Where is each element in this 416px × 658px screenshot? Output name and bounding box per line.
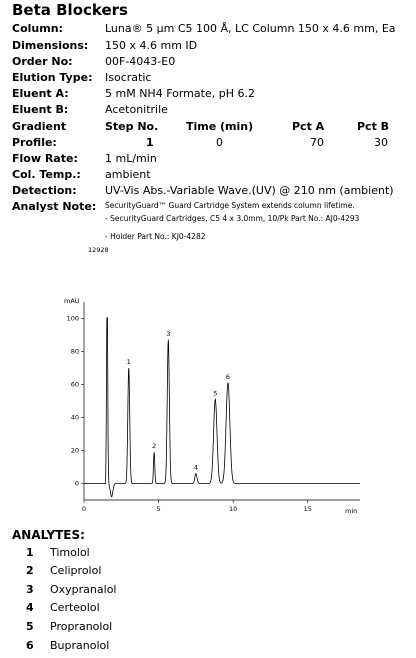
meta-value: Acetonitrile xyxy=(105,103,168,116)
peak-label: 5 xyxy=(213,389,218,398)
x-axis-label: min xyxy=(345,507,358,515)
x-tick-label: 15 xyxy=(303,505,312,513)
meta-value: Isocratic xyxy=(105,71,152,84)
meta-label: Elution Type: xyxy=(12,71,93,84)
peak-label: 4 xyxy=(193,463,198,472)
analyte-number: 2 xyxy=(26,564,34,577)
analyte-name: Bupranolol xyxy=(50,639,110,652)
meta-label: Col. Temp.: xyxy=(12,168,81,181)
analyst-note-line: - SecurityGuard Cartridges, C5 4 x 3.0mm, 10/Pk Part No.: AJ0-4293 xyxy=(105,214,360,223)
gradient-cell-time: 0 xyxy=(216,136,223,149)
meta-value: Luna® 5 µm C5 100 Å, LC Column 150 x 4.6 mm, Ea xyxy=(105,22,396,35)
meta-label: Column: xyxy=(12,22,63,35)
meta-value: 1 mL/min xyxy=(105,152,157,165)
x-tick-label: 10 xyxy=(229,505,238,513)
peak-label: 1 xyxy=(126,358,131,366)
meta-value: 00F-4043-E0 xyxy=(105,55,176,68)
meta-value: 5 mM NH4 Formate, pH 6.2 xyxy=(105,87,255,100)
meta-label: Analyst Note: xyxy=(12,200,97,213)
chromatogram-chart xyxy=(0,240,416,520)
y-tick-label: 0 xyxy=(74,479,79,488)
y-tick-label: 40 xyxy=(70,413,79,422)
analyte-number: 5 xyxy=(26,620,34,633)
peak-label: 2 xyxy=(152,442,157,451)
analyte-name: Oxypranalol xyxy=(50,583,117,596)
x-tick-label: 5 xyxy=(156,505,161,513)
y-tick-label: 80 xyxy=(70,347,79,356)
gradient-header-time: Time (min) xyxy=(186,120,254,133)
meta-label: Flow Rate: xyxy=(12,152,78,165)
meta-label: Dimensions: xyxy=(12,39,89,52)
meta-label: Eluent A: xyxy=(12,87,69,100)
gradient-header-step: Step No. xyxy=(105,120,159,133)
analyte-number: 6 xyxy=(26,639,34,652)
meta-value: UV-Vis Abs.-Variable Wave.(UV) @ 210 nm (ambient) xyxy=(105,184,394,197)
analyst-note-line: SecurityGuard™ Guard Cartridge System extends column lifetime. xyxy=(105,201,355,210)
y-axis-label: mAU xyxy=(64,297,80,305)
peak-label: 6 xyxy=(225,372,231,381)
chart-id-label: 12928 xyxy=(88,246,109,254)
chromatogram-trace xyxy=(84,318,360,497)
peak-label: 3 xyxy=(166,329,171,338)
gradient-cell-pct-b: 30 xyxy=(374,136,388,149)
analytes-heading: ANALYTES: xyxy=(12,528,85,542)
analyte-name: Certeolol xyxy=(50,601,100,614)
analyst-note-line: - Holder Part No.: KJ0-4282 xyxy=(105,232,206,241)
meta-label: Order No: xyxy=(12,55,73,68)
gradient-header-pct-b: Pct B xyxy=(357,120,390,133)
x-tick-label: 0 xyxy=(81,505,87,513)
meta-value: 150 x 4.6 mm ID xyxy=(105,39,198,52)
gradient-profile-label: Profile: xyxy=(12,136,57,149)
analyte-name: Timolol xyxy=(50,546,90,559)
gradient-label: Gradient xyxy=(12,120,67,133)
gradient-header-pct-a: Pct A xyxy=(292,120,325,133)
gradient-cell-pct-a: 70 xyxy=(310,136,324,149)
analyte-number: 1 xyxy=(26,546,34,559)
meta-value: ambient xyxy=(105,168,151,181)
y-tick-label: 100 xyxy=(66,314,79,323)
page-title: Beta Blockers xyxy=(12,1,128,19)
meta-label: Detection: xyxy=(12,184,77,197)
analyte-name: Propranolol xyxy=(50,620,113,633)
analyte-number: 4 xyxy=(26,601,34,614)
y-tick-label: 20 xyxy=(70,446,79,455)
gradient-cell-step: 1 xyxy=(146,136,154,149)
meta-label: Eluent B: xyxy=(12,103,69,116)
analyte-name: Celiprolol xyxy=(50,564,102,577)
y-tick-label: 60 xyxy=(70,380,79,389)
analyte-number: 3 xyxy=(26,583,34,596)
